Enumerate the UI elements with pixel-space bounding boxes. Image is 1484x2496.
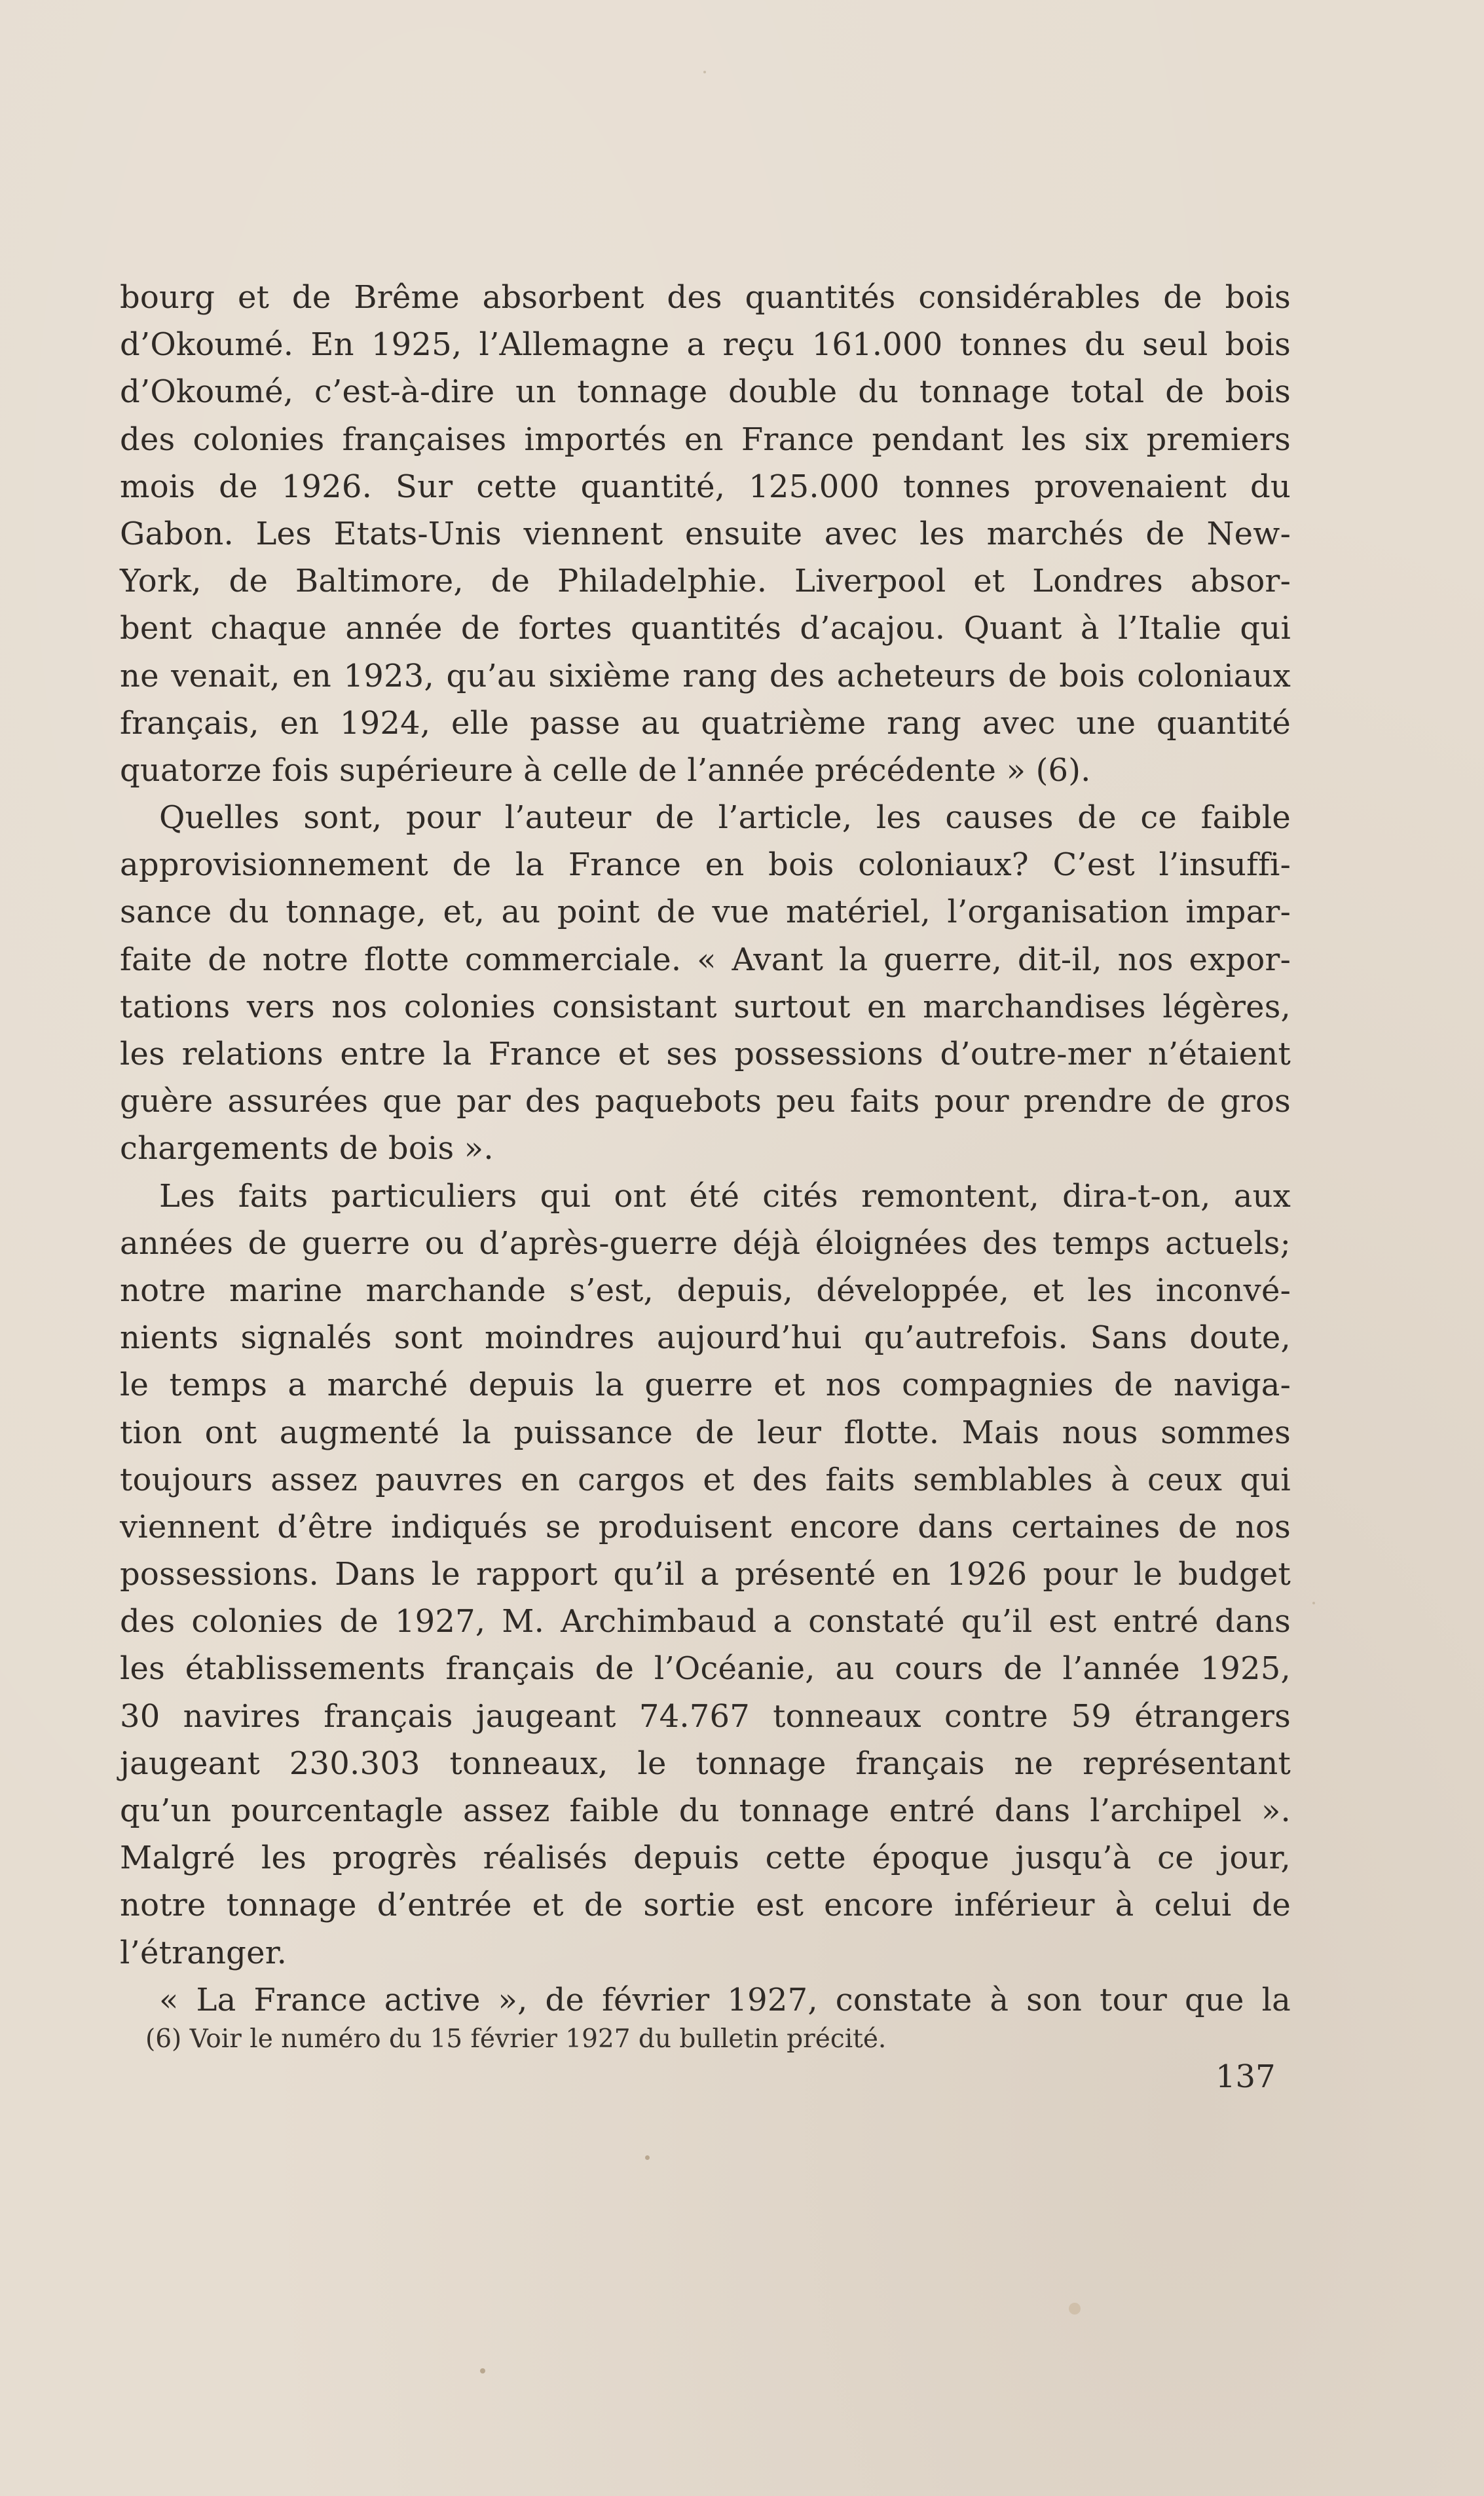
paper-speck <box>1069 2303 1081 2315</box>
body-line: toujours assez pauvres en cargos et des faits semblables à ceux qui <box>120 1461 1291 1498</box>
body-line: possessions. Dans le rapport qu’il a présenté en 1926 pour le budget <box>120 1556 1291 1593</box>
body-line: « La France active », de février 1927, constate à son tour que la <box>159 1981 1291 2018</box>
body-line: guère assurées que par des paquebots peu faits pour prendre de gros <box>120 1083 1291 1120</box>
body-line: les relations entre la France et ses possessions d’outre-mer n’étaient <box>120 1036 1291 1072</box>
page-number: 137 <box>1215 2058 1276 2095</box>
body-line: Les faits particuliers qui ont été cités remontent, dira-t-on, aux <box>159 1177 1291 1215</box>
body-line: l’étranger. <box>120 1934 288 1971</box>
body-line: le temps a marché depuis la guerre et nos compagnies de naviga- <box>120 1367 1291 1404</box>
paper-speck <box>645 2155 650 2160</box>
body-line: quatorze fois supérieure à celle de l’année précédente » (6). <box>120 751 1091 789</box>
body-line: les établissements français de l’Océanie, au cours de l’année 1925, <box>120 1650 1291 1688</box>
body-line: chargements de bois ». <box>120 1130 494 1167</box>
body-line: faite de notre flotte commerciale. « Avant la guerre, dit-il, nos expor- <box>120 941 1291 978</box>
paper-speck <box>1312 1602 1315 1604</box>
body-line: français, en 1924, elle passe au quatrième rang avec une quantité <box>120 704 1291 742</box>
body-line: des colonies françaises importés en France pendant les six premiers <box>120 421 1291 458</box>
body-text <box>120 274 1291 2024</box>
body-line: d’Okoumé, c’est-à-dire un tonnage double du tonnage total de bois <box>120 373 1291 411</box>
paper-speck <box>480 2368 485 2373</box>
body-line: viennent d’être indiqués se produisent encore dans certaines de nos <box>120 1508 1291 1545</box>
body-line: Quelles sont, pour l’auteur de l’article, les causes de ce faible <box>159 799 1291 837</box>
body-line: qu’un pourcentagle assez faible du tonnage entré dans l’archipel ». <box>120 1792 1291 1829</box>
body-line: jaugeant 230.303 tonneaux, le tonnage français ne représentant <box>120 1745 1291 1782</box>
body-line: des colonies de 1927, M. Archimbaud a constaté qu’il est entré dans <box>120 1603 1291 1640</box>
body-line: Malgré les progrès réalisés depuis cette époque jusqu’à ce jour, <box>120 1840 1291 1877</box>
body-line: tations vers nos colonies consistant surtout en marchandises légères, <box>120 988 1291 1025</box>
paper-speck <box>703 71 706 73</box>
body-line: notre tonnage d’entrée et de sortie est encore inférieur à celui de <box>120 1887 1291 1924</box>
body-line: bourg et de Brême absorbent des quantités considérables de bois <box>120 279 1291 316</box>
body-line: approvisionnement de la France en bois coloniaux? C’est l’insuffi- <box>120 846 1291 884</box>
body-line: 30 navires français jaugeant 74.767 tonneaux contre 59 étrangers <box>120 1697 1291 1735</box>
footnote: (6) Voir le numéro du 15 février 1927 du bulletin précité. <box>145 2024 887 2054</box>
body-line: ne venait, en 1923, qu’au sixième rang des acheteurs de bois coloniaux <box>120 657 1291 694</box>
body-line: bent chaque année de fortes quantités d’acajou. Quant à l’Italie qui <box>120 610 1291 647</box>
body-line: mois de 1926. Sur cette quantité, 125.000 tonnes provenaient du <box>120 468 1291 505</box>
body-line: tion ont augmenté la puissance de leur flotte. Mais nous sommes <box>120 1414 1291 1451</box>
body-line: Gabon. Les Etats-Unis viennent ensuite avec les marchés de New- <box>120 515 1291 552</box>
body-line: York, de Baltimore, de Philadelphie. Liverpool et Londres absor- <box>120 563 1291 600</box>
body-line: années de guerre ou d’après-guerre déjà éloignées des temps actuels; <box>120 1224 1291 1262</box>
body-line: d’Okoumé. En 1925, l’Allemagne a reçu 161.000 tonnes du seul bois <box>120 326 1291 364</box>
body-line: notre marine marchande s’est, depuis, développée, et les inconvé- <box>120 1272 1291 1309</box>
body-line: sance du tonnage, et, au point de vue matériel, l’organisation impar- <box>120 894 1291 931</box>
body-line: nients signalés sont moindres aujourd’hui qu’autrefois. Sans doute, <box>120 1319 1291 1357</box>
